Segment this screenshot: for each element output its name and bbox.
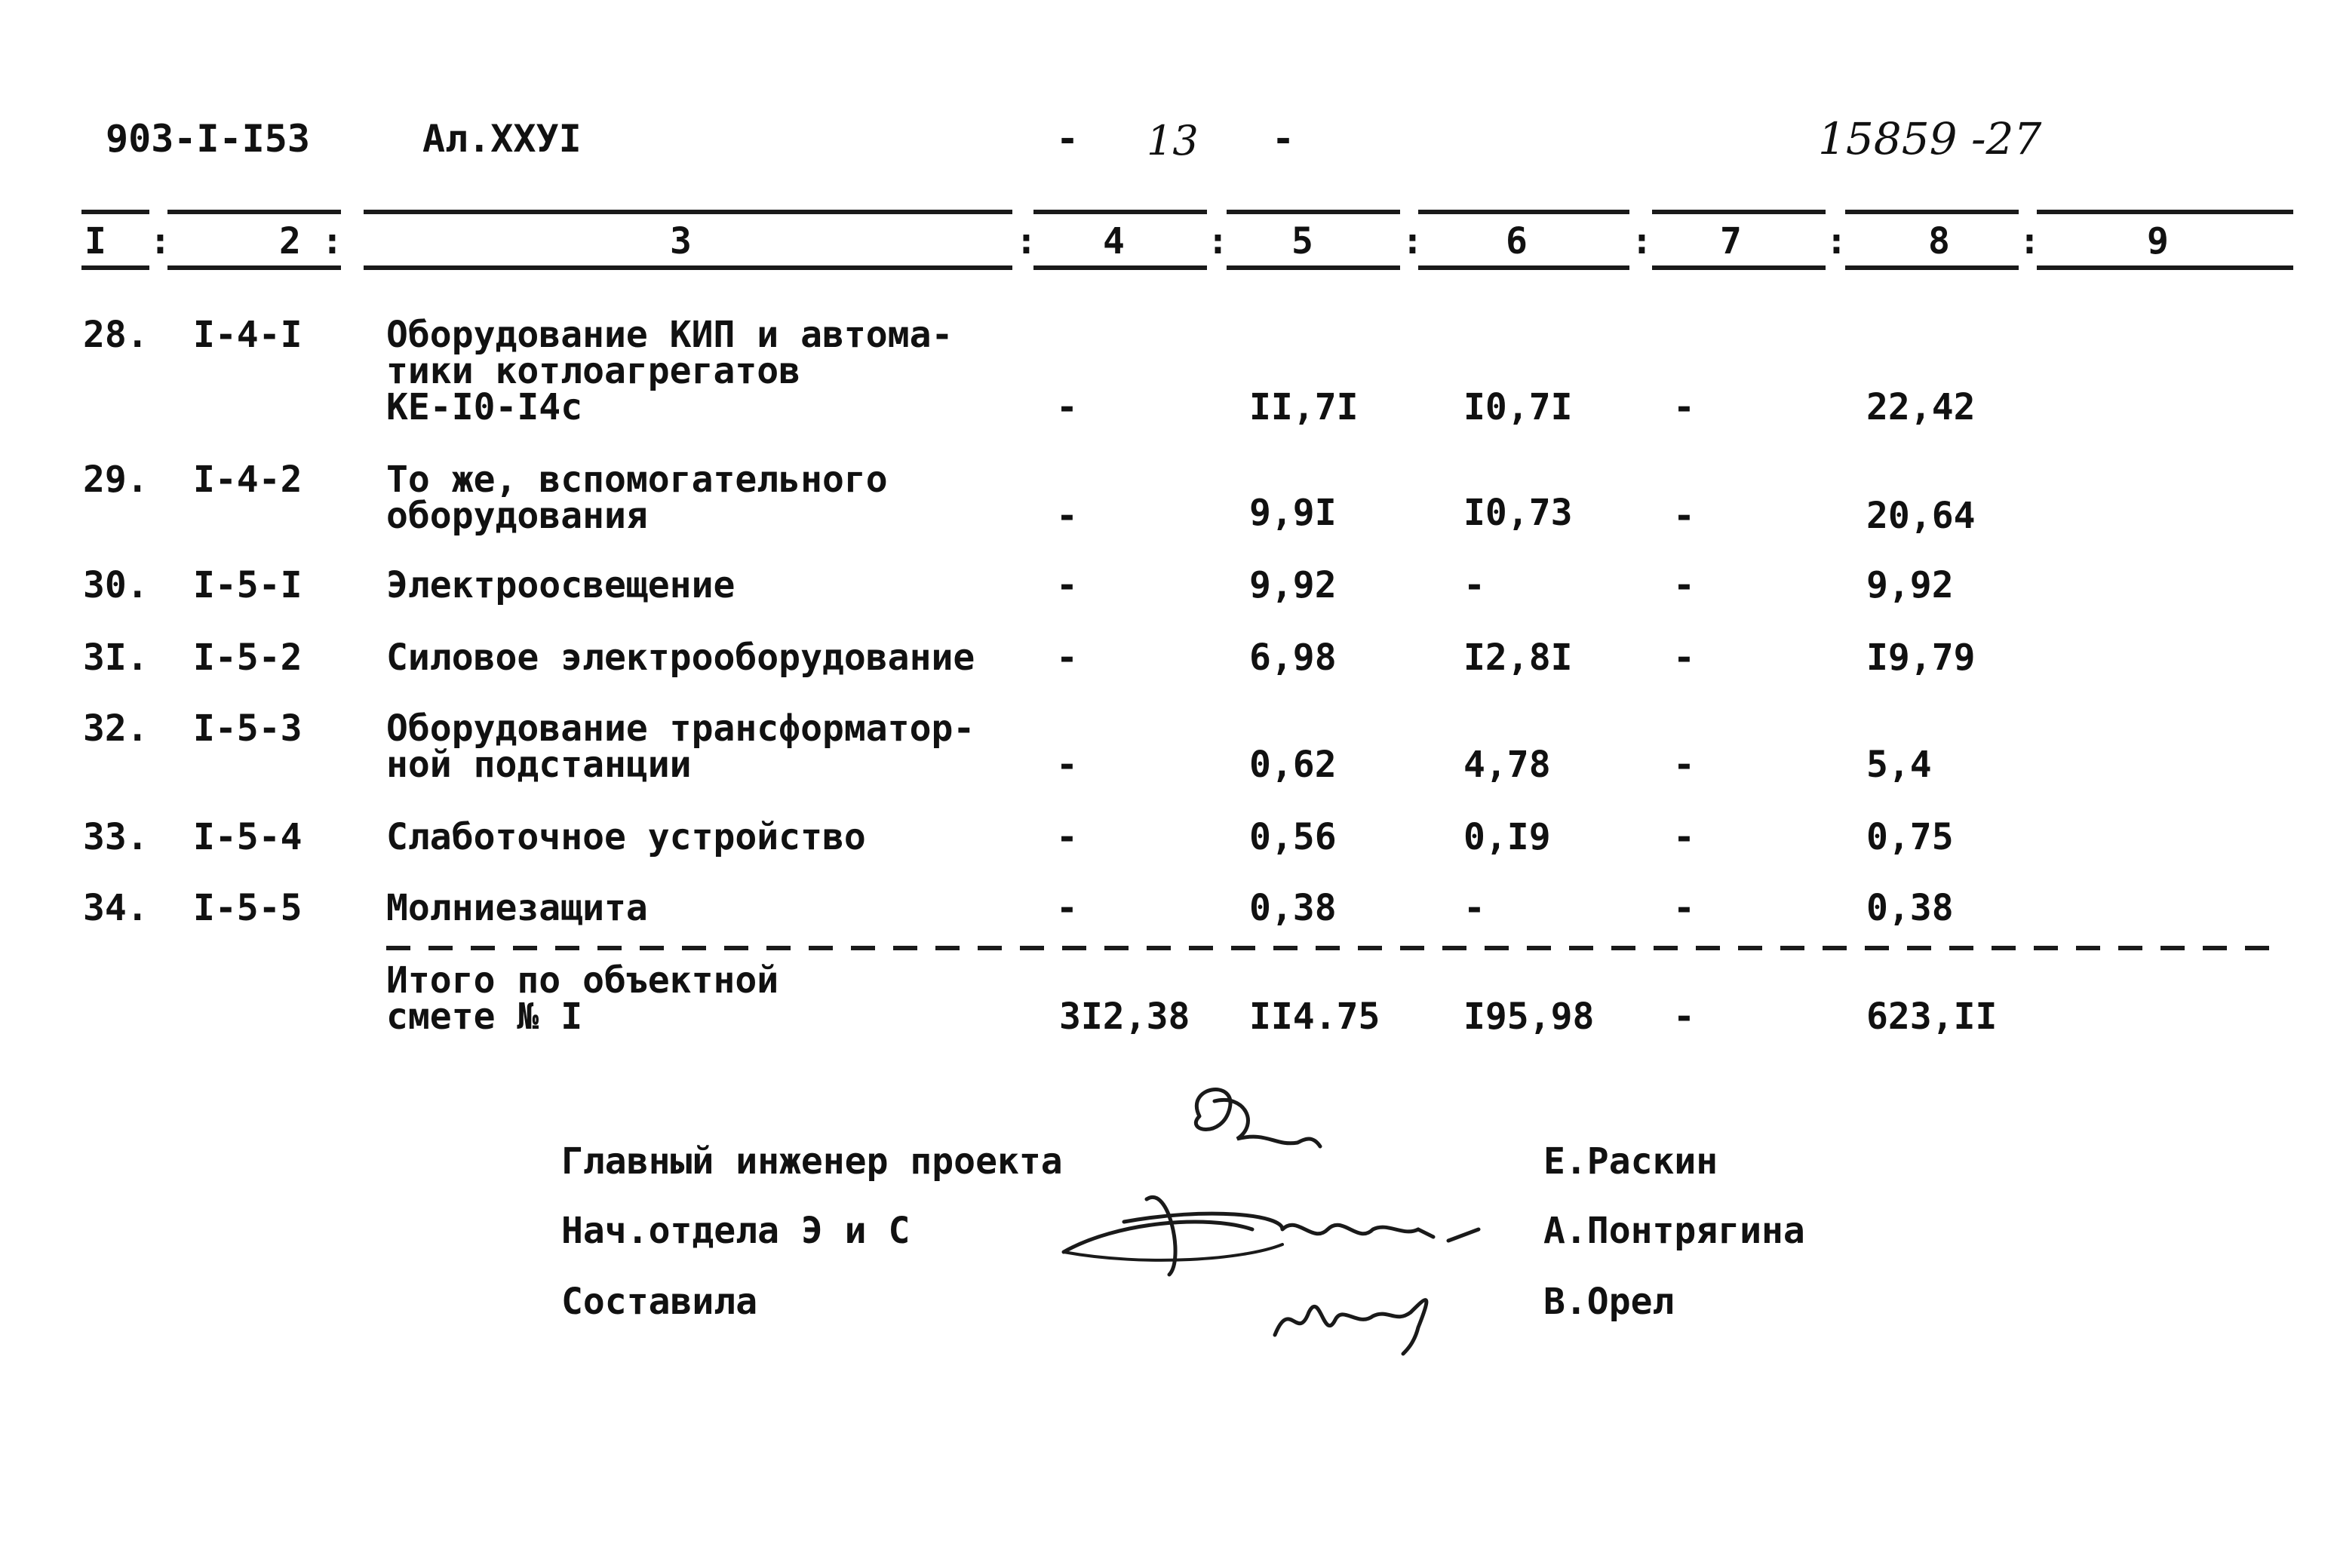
cell-col8: 20,64: [1866, 495, 1976, 537]
cell-col6: I0,7I: [1463, 386, 1573, 428]
column-separator: :: [2019, 220, 2041, 262]
row-number: 33.: [83, 816, 149, 858]
total-col4: 3I2,38: [1059, 996, 1190, 1038]
cell-col8: 9,92: [1866, 564, 1954, 606]
column-header: 2: [279, 220, 301, 262]
row-code: I-5-2: [193, 637, 302, 679]
row-description-line: Оборудование КИП и автома-: [386, 314, 954, 356]
cell-col4: -: [1056, 887, 1078, 929]
document-number: 15859 -27: [1818, 113, 2042, 164]
signature-role: Главный инженер проекта: [561, 1140, 1063, 1183]
row-description-line: Электроосвещение: [386, 564, 736, 606]
column-header: I: [84, 220, 106, 262]
cell-col7: -: [1673, 744, 1695, 786]
column-header: 4: [1103, 220, 1125, 262]
row-number: 28.: [83, 314, 149, 356]
column-separator: :: [1207, 220, 1229, 262]
row-description: [386, 314, 954, 428]
cell-col7: -: [1673, 637, 1695, 679]
signature-role: Составила: [561, 1281, 758, 1323]
cell-col4: -: [1056, 495, 1078, 537]
signature-name: Е.Раскин: [1543, 1140, 1718, 1183]
column-separator: :: [1631, 220, 1653, 262]
cell-col8: 0,75: [1866, 816, 1954, 858]
row-code: I-5-5: [193, 887, 302, 929]
album-number: Ал.XXУI: [422, 117, 582, 161]
cell-col4: -: [1056, 386, 1078, 428]
row-description: [386, 707, 975, 786]
total-col5: II4.75: [1249, 996, 1380, 1038]
row-number: 32.: [83, 707, 149, 750]
column-separator: :: [149, 220, 171, 262]
signature-role: Нач.отдела Э и С: [561, 1210, 911, 1252]
column-header: 8: [1928, 220, 1950, 262]
handwritten-signature-2: [1056, 1169, 1494, 1282]
total-description-line: смете № I: [386, 996, 583, 1038]
total-col8: 623,II: [1866, 996, 1998, 1038]
cell-col6: -: [1463, 887, 1485, 929]
row-description-line: Силовое электрооборудование: [386, 637, 975, 679]
cell-col5: 0,56: [1249, 816, 1337, 858]
cell-col5: 9,9I: [1249, 492, 1337, 534]
page-dash-left: -: [1056, 117, 1079, 161]
row-description-line: оборудования: [386, 495, 648, 537]
column-header: 9: [2147, 220, 2169, 262]
row-description: [386, 459, 888, 537]
total-separator-dashed-line: [386, 946, 2287, 950]
signature-name: А.Понтрягина: [1543, 1210, 1805, 1252]
cell-col6: 4,78: [1463, 744, 1551, 786]
page-number: 13: [1147, 117, 1199, 164]
row-description-line: ной подстанции: [386, 744, 692, 786]
row-code: I-5-I: [193, 564, 302, 606]
cell-col7: -: [1673, 816, 1695, 858]
total-description: [386, 959, 779, 1038]
cell-col7: -: [1673, 564, 1695, 606]
cell-col5: 6,98: [1249, 637, 1337, 679]
cell-col7: -: [1673, 887, 1695, 929]
row-description-line: Оборудование трансформатор-: [386, 707, 975, 750]
cell-col5: 9,92: [1249, 564, 1337, 606]
cell-col6: I0,73: [1463, 492, 1573, 534]
cell-col4: -: [1056, 637, 1078, 679]
cell-col7: -: [1673, 495, 1695, 537]
row-number: 3I.: [83, 637, 149, 679]
row-number: 30.: [83, 564, 149, 606]
handwritten-signature-3: [1267, 1275, 1448, 1358]
row-code: I-5-4: [193, 816, 302, 858]
column-separator: :: [1015, 220, 1037, 262]
row-description-line: Слаботочное устройство: [386, 816, 866, 858]
column-separator: :: [1826, 220, 1847, 262]
row-description-line: КЕ-I0-I4с: [386, 386, 583, 428]
cell-col6: I2,8I: [1463, 637, 1573, 679]
row-number: 29.: [83, 459, 149, 501]
cell-col4: -: [1056, 816, 1078, 858]
cell-col5: 0,38: [1249, 887, 1337, 929]
row-description: [386, 887, 648, 929]
cell-col8: 5,4: [1866, 744, 1932, 786]
column-header: 6: [1506, 220, 1528, 262]
cell-col5: II,7I: [1249, 386, 1359, 428]
cell-col8: 0,38: [1866, 887, 1954, 929]
column-header: 3: [670, 220, 692, 262]
column-separator: :: [1402, 220, 1423, 262]
total-col6: I95,98: [1463, 996, 1595, 1038]
row-code: I-5-3: [193, 707, 302, 750]
document-code: 903-I-I53: [106, 117, 310, 161]
handwritten-signature-1: [1169, 1071, 1335, 1177]
column-separator: :: [321, 220, 343, 262]
row-description-line: Молниезащита: [386, 887, 648, 929]
row-number: 34.: [83, 887, 149, 929]
column-header: 5: [1291, 220, 1313, 262]
page-dash-right: -: [1272, 117, 1295, 161]
total-col7: -: [1673, 996, 1695, 1038]
cell-col8: I9,79: [1866, 637, 1976, 679]
column-header: 7: [1720, 220, 1742, 262]
row-description-line: тики котлоагрегатов: [386, 350, 801, 392]
cell-col4: -: [1056, 744, 1078, 786]
cell-col7: -: [1673, 386, 1695, 428]
row-description-line: То же, вспомогательного: [386, 459, 888, 501]
total-description-line: Итого по объектной: [386, 959, 779, 1002]
row-description: [386, 637, 975, 679]
cell-col8: 22,42: [1866, 386, 1976, 428]
row-description: [386, 564, 736, 606]
row-code: I-4-I: [193, 314, 302, 356]
row-code: I-4-2: [193, 459, 302, 501]
cell-col4: -: [1056, 564, 1078, 606]
cell-col6: 0,I9: [1463, 816, 1551, 858]
row-description: [386, 816, 866, 858]
cell-col5: 0,62: [1249, 744, 1337, 786]
signature-name: В.Орел: [1543, 1281, 1675, 1323]
cell-col6: -: [1463, 564, 1485, 606]
